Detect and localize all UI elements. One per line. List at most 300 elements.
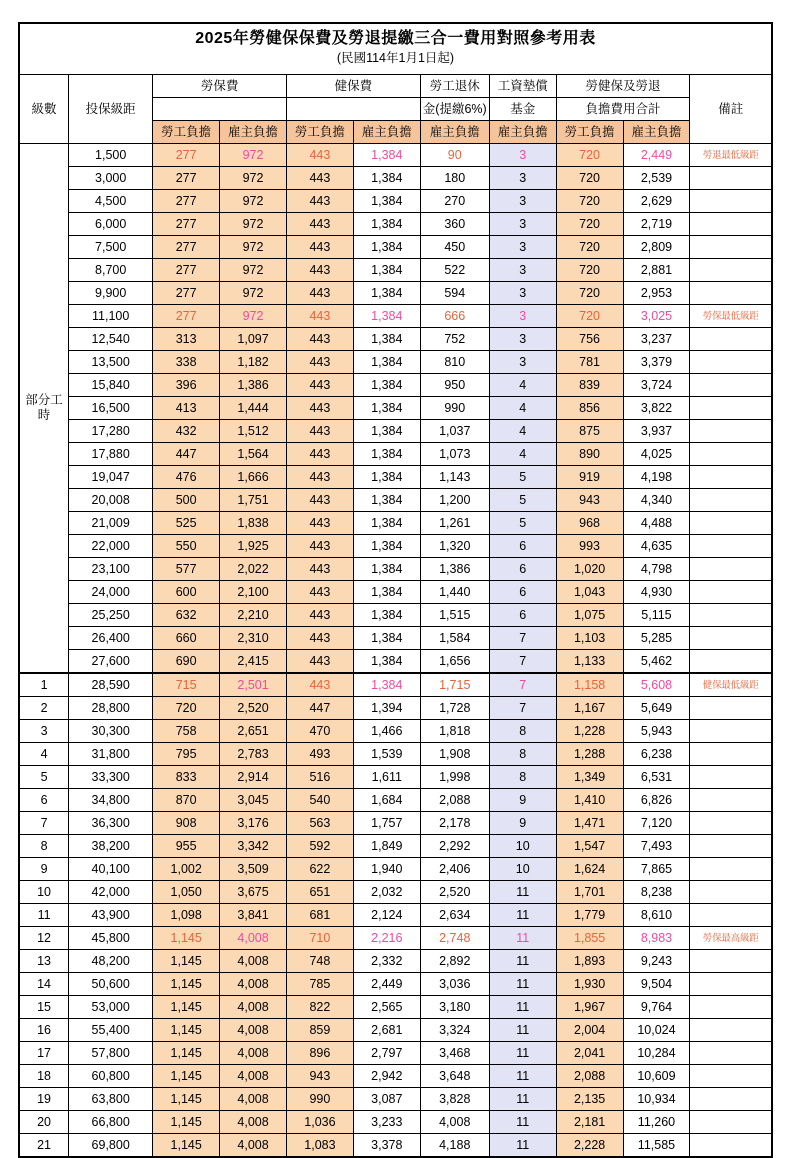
- cell-hi-employee: 785: [286, 972, 353, 995]
- table-row: [19, 442, 772, 465]
- cell-pension: 1,998: [420, 765, 489, 788]
- cell-waf: 3: [489, 143, 556, 166]
- cell-remark: [690, 396, 772, 419]
- cell-remark: [690, 811, 772, 834]
- cell-hi-employer: 1,384: [353, 166, 420, 189]
- cell-pension: 810: [420, 350, 489, 373]
- cell-waf: 7: [489, 673, 556, 697]
- cell-total-employee: 2,004: [556, 1018, 623, 1041]
- cell-hi-employee: 443: [286, 673, 353, 697]
- table-row: [19, 465, 772, 488]
- cell-total-employee: 2,181: [556, 1110, 623, 1133]
- table-row: [19, 419, 772, 442]
- cell-total-employer: 2,539: [623, 166, 690, 189]
- cell-hi-employee: 443: [286, 419, 353, 442]
- header-health-insurance: 健保費: [286, 74, 420, 97]
- cell-li-employer: 4,008: [220, 1110, 287, 1133]
- cell-li-employee: 632: [153, 603, 220, 626]
- header-wage-arrears-sub: 基金: [489, 97, 556, 120]
- document-title: 2025年勞健保保費及勞退提繳三合一費用對照參考用表: [195, 30, 596, 47]
- cell-hi-employee: 443: [286, 212, 353, 235]
- header-total: 勞健保及勞退: [556, 74, 690, 97]
- cell-li-employer: 972: [220, 189, 287, 212]
- cell-total-employer: 5,943: [623, 719, 690, 742]
- cell-hi-employee: 447: [286, 696, 353, 719]
- cell-total-employer: 3,025: [623, 304, 690, 327]
- cell-remark: [690, 1087, 772, 1110]
- cell-li-employer: 3,342: [220, 834, 287, 857]
- cell-wage-bracket: 57,800: [69, 1041, 153, 1064]
- cell-total-employer: 8,238: [623, 880, 690, 903]
- cell-li-employer: 2,914: [220, 765, 287, 788]
- cell-li-employer: 3,509: [220, 857, 287, 880]
- table-row: [19, 788, 772, 811]
- table-row: [19, 926, 772, 949]
- cell-hi-employer: 2,797: [353, 1041, 420, 1064]
- table-row: [19, 534, 772, 557]
- cell-remark: [690, 649, 772, 673]
- cell-hi-employee: 943: [286, 1064, 353, 1087]
- cell-li-employee: 476: [153, 465, 220, 488]
- cell-total-employee: 1,967: [556, 995, 623, 1018]
- cell-hi-employer: 1,611: [353, 765, 420, 788]
- cell-li-employer: 4,008: [220, 949, 287, 972]
- cell-li-employer: 972: [220, 143, 287, 166]
- cell-grade: 14: [19, 972, 69, 995]
- cell-hi-employer: 1,384: [353, 649, 420, 673]
- cell-remark: [690, 235, 772, 258]
- cell-remark: [690, 373, 772, 396]
- cell-hi-employee: 516: [286, 765, 353, 788]
- cell-total-employer: 4,340: [623, 488, 690, 511]
- cell-hi-employee: 443: [286, 281, 353, 304]
- cell-total-employer: 2,809: [623, 235, 690, 258]
- cell-pension: 1,200: [420, 488, 489, 511]
- cell-li-employee: 277: [153, 189, 220, 212]
- cell-li-employee: 660: [153, 626, 220, 649]
- cell-total-employee: 720: [556, 189, 623, 212]
- cell-total-employee: 720: [556, 166, 623, 189]
- cell-wage-bracket: 23,100: [69, 557, 153, 580]
- cell-total-employee: 968: [556, 511, 623, 534]
- cell-pension: 666: [420, 304, 489, 327]
- cell-hi-employer: 1,384: [353, 603, 420, 626]
- cell-li-employee: 955: [153, 834, 220, 857]
- cell-remark: [690, 949, 772, 972]
- cell-pension: 90: [420, 143, 489, 166]
- cell-hi-employee: 443: [286, 465, 353, 488]
- cell-li-employer: 972: [220, 166, 287, 189]
- header-wage-bracket: 投保級距: [69, 74, 153, 143]
- cell-li-employer: 1,386: [220, 373, 287, 396]
- cell-remark: [690, 143, 772, 166]
- table-row: [19, 373, 772, 396]
- cell-remark: [690, 1018, 772, 1041]
- cell-pension: 950: [420, 373, 489, 396]
- cell-pension: 1,584: [420, 626, 489, 649]
- cell-li-employee: 1,098: [153, 903, 220, 926]
- header-hi-employee: 勞工負擔: [286, 120, 353, 143]
- cell-li-employer: 1,182: [220, 350, 287, 373]
- cell-total-employer: 6,238: [623, 742, 690, 765]
- cell-pension: 1,037: [420, 419, 489, 442]
- cell-pension: 3,036: [420, 972, 489, 995]
- header-pension-employer: 雇主負擔: [420, 120, 489, 143]
- cell-remark: [690, 788, 772, 811]
- cell-hi-employer: 1,384: [353, 626, 420, 649]
- cell-hi-employer: 1,384: [353, 673, 420, 697]
- table-row: [19, 1133, 772, 1157]
- cell-hi-employee: 990: [286, 1087, 353, 1110]
- cell-hi-employer: 3,087: [353, 1087, 420, 1110]
- table-row: [19, 1041, 772, 1064]
- cell-pension: 2,892: [420, 949, 489, 972]
- cell-hi-employee: 651: [286, 880, 353, 903]
- cell-li-employee: 1,145: [153, 972, 220, 995]
- cell-hi-employer: 1,384: [353, 143, 420, 166]
- cell-hi-employer: 1,384: [353, 350, 420, 373]
- cell-total-employer: 10,609: [623, 1064, 690, 1087]
- cell-waf: 5: [489, 488, 556, 511]
- cell-li-employer: 4,008: [220, 995, 287, 1018]
- cell-hi-employer: 3,378: [353, 1133, 420, 1157]
- cell-total-employee: 2,041: [556, 1041, 623, 1064]
- cell-hi-employer: 1,384: [353, 304, 420, 327]
- cell-pension: 2,178: [420, 811, 489, 834]
- cell-li-employer: 4,008: [220, 1133, 287, 1157]
- table-row: [19, 396, 772, 419]
- cell-remark: [690, 258, 772, 281]
- cell-waf: 5: [489, 511, 556, 534]
- cell-grade: 15: [19, 995, 69, 1018]
- cell-total-employee: 1,930: [556, 972, 623, 995]
- cell-remark: [690, 166, 772, 189]
- cell-li-employer: 972: [220, 304, 287, 327]
- cell-total-employee: 1,020: [556, 557, 623, 580]
- cell-total-employee: 1,158: [556, 673, 623, 697]
- cell-pension: 2,748: [420, 926, 489, 949]
- table-row: [19, 880, 772, 903]
- cell-wage-bracket: 63,800: [69, 1087, 153, 1110]
- cell-total-employer: 5,115: [623, 603, 690, 626]
- cell-hi-employer: 2,216: [353, 926, 420, 949]
- cell-hi-employee: 896: [286, 1041, 353, 1064]
- cell-waf: 11: [489, 1064, 556, 1087]
- cell-total-employer: 8,983: [623, 926, 690, 949]
- cell-hi-employee: 443: [286, 166, 353, 189]
- cell-remark: [690, 534, 772, 557]
- cell-grade: 5: [19, 765, 69, 788]
- cell-wage-bracket: 27,600: [69, 649, 153, 673]
- table-row: [19, 143, 772, 166]
- cell-wage-bracket: 33,300: [69, 765, 153, 788]
- cell-total-employee: 856: [556, 396, 623, 419]
- cell-grade: 1: [19, 673, 69, 697]
- table-row: [19, 281, 772, 304]
- cell-total-employee: 1,471: [556, 811, 623, 834]
- cell-wage-bracket: 25,250: [69, 603, 153, 626]
- cell-waf: 5: [489, 465, 556, 488]
- cell-waf: 4: [489, 442, 556, 465]
- table-row: [19, 557, 772, 580]
- cell-waf: 3: [489, 212, 556, 235]
- cell-waf: 11: [489, 1018, 556, 1041]
- cell-hi-employer: 2,942: [353, 1064, 420, 1087]
- cell-pension: 180: [420, 166, 489, 189]
- cell-li-employer: 1,666: [220, 465, 287, 488]
- cell-wage-bracket: 13,500: [69, 350, 153, 373]
- cell-li-employer: 972: [220, 281, 287, 304]
- cell-remark: [690, 765, 772, 788]
- cell-hi-employer: 1,849: [353, 834, 420, 857]
- header-labor-insurance: 勞保費: [153, 74, 287, 97]
- cell-li-employer: 972: [220, 258, 287, 281]
- cell-hi-employer: 1,384: [353, 396, 420, 419]
- cell-li-employee: 525: [153, 511, 220, 534]
- cell-li-employer: 3,045: [220, 788, 287, 811]
- cell-li-employer: 2,501: [220, 673, 287, 697]
- cell-total-employee: 1,349: [556, 765, 623, 788]
- cell-waf: 9: [489, 788, 556, 811]
- cell-total-employer: 3,237: [623, 327, 690, 350]
- cell-li-employee: 277: [153, 212, 220, 235]
- cell-remark: [690, 1064, 772, 1087]
- cell-hi-employer: 1,384: [353, 557, 420, 580]
- cell-li-employer: 1,512: [220, 419, 287, 442]
- row-group-label-part-time: 部分工時: [19, 143, 69, 673]
- cell-total-employer: 2,881: [623, 258, 690, 281]
- cell-hi-employer: 2,565: [353, 995, 420, 1018]
- header-total-sub: 負擔費用合計: [556, 97, 690, 120]
- cell-total-employer: 2,719: [623, 212, 690, 235]
- cell-grade: 21: [19, 1133, 69, 1157]
- cell-hi-employer: 1,384: [353, 465, 420, 488]
- cell-grade: 6: [19, 788, 69, 811]
- cell-li-employer: 3,675: [220, 880, 287, 903]
- cell-total-employee: 890: [556, 442, 623, 465]
- cell-hi-employee: 443: [286, 488, 353, 511]
- cell-wage-bracket: 34,800: [69, 788, 153, 811]
- cell-remark: [690, 304, 772, 327]
- table-row: [19, 857, 772, 880]
- cell-grade: 3: [19, 719, 69, 742]
- cell-wage-bracket: 53,000: [69, 995, 153, 1018]
- cell-pension: 3,648: [420, 1064, 489, 1087]
- cell-wage-bracket: 69,800: [69, 1133, 153, 1157]
- cell-li-employer: 1,925: [220, 534, 287, 557]
- cell-li-employee: 413: [153, 396, 220, 419]
- cell-pension: 2,292: [420, 834, 489, 857]
- cell-li-employee: 908: [153, 811, 220, 834]
- header-health-insurance-spacer: [286, 97, 420, 120]
- cell-remark: [690, 350, 772, 373]
- cell-li-employee: 447: [153, 442, 220, 465]
- cell-waf: 7: [489, 649, 556, 673]
- cell-total-employee: 1,103: [556, 626, 623, 649]
- table-row: [19, 350, 772, 373]
- cell-li-employer: 2,520: [220, 696, 287, 719]
- cell-li-employee: 1,145: [153, 1064, 220, 1087]
- cell-grade: 19: [19, 1087, 69, 1110]
- cell-li-employee: 277: [153, 166, 220, 189]
- cell-li-employee: 1,145: [153, 1133, 220, 1157]
- cell-total-employer: 3,937: [623, 419, 690, 442]
- cell-li-employee: 715: [153, 673, 220, 697]
- cell-total-employer: 2,953: [623, 281, 690, 304]
- cell-li-employer: 1,751: [220, 488, 287, 511]
- header-remark: 備註: [690, 74, 772, 143]
- cell-hi-employee: 443: [286, 511, 353, 534]
- cell-remark: [690, 903, 772, 926]
- cell-remark: [690, 995, 772, 1018]
- cell-wage-bracket: 6,000: [69, 212, 153, 235]
- cell-waf: 8: [489, 719, 556, 742]
- cell-li-employee: 870: [153, 788, 220, 811]
- cell-waf: 3: [489, 327, 556, 350]
- table-row: [19, 972, 772, 995]
- cell-wage-bracket: 40,100: [69, 857, 153, 880]
- cell-grade: 17: [19, 1041, 69, 1064]
- cell-hi-employer: 1,539: [353, 742, 420, 765]
- cell-total-employer: 7,493: [623, 834, 690, 857]
- cell-total-employer: 4,635: [623, 534, 690, 557]
- table-row: [19, 511, 772, 534]
- cell-total-employee: 1,043: [556, 580, 623, 603]
- cell-waf: 3: [489, 350, 556, 373]
- cell-wage-bracket: 30,300: [69, 719, 153, 742]
- cell-waf: 10: [489, 857, 556, 880]
- cell-remark: [690, 281, 772, 304]
- cell-total-employee: 919: [556, 465, 623, 488]
- cell-li-employer: 2,783: [220, 742, 287, 765]
- table-row: [19, 603, 772, 626]
- cell-hi-employer: 1,394: [353, 696, 420, 719]
- remark-text: 勞保最低級距: [702, 311, 759, 323]
- cell-grade: 12: [19, 926, 69, 949]
- table-row: [19, 304, 772, 327]
- cell-li-employer: 2,022: [220, 557, 287, 580]
- cell-pension: 1,515: [420, 603, 489, 626]
- cell-pension: 1,728: [420, 696, 489, 719]
- cell-hi-employer: 1,384: [353, 235, 420, 258]
- cell-li-employee: 690: [153, 649, 220, 673]
- cell-wage-bracket: 15,840: [69, 373, 153, 396]
- header-hi-employer: 雇主負擔: [353, 120, 420, 143]
- table-row: [19, 719, 772, 742]
- cell-remark: [690, 972, 772, 995]
- cell-waf: 3: [489, 235, 556, 258]
- cell-total-employee: 2,088: [556, 1064, 623, 1087]
- cell-pension: 1,386: [420, 557, 489, 580]
- cell-grade: 7: [19, 811, 69, 834]
- cell-hi-employee: 443: [286, 235, 353, 258]
- cell-hi-employee: 443: [286, 649, 353, 673]
- cell-remark: [690, 834, 772, 857]
- cell-li-employee: 1,145: [153, 926, 220, 949]
- cell-total-employee: 1,624: [556, 857, 623, 880]
- cell-wage-bracket: 42,000: [69, 880, 153, 903]
- cell-waf: 11: [489, 995, 556, 1018]
- cell-hi-employer: 1,384: [353, 488, 420, 511]
- header-row-1: [19, 74, 772, 97]
- cell-li-employee: 550: [153, 534, 220, 557]
- cell-waf: 6: [489, 534, 556, 557]
- table-row: [19, 1087, 772, 1110]
- cell-pension: 270: [420, 189, 489, 212]
- cell-pension: 1,715: [420, 673, 489, 697]
- cell-li-employee: 1,145: [153, 1110, 220, 1133]
- cell-hi-employer: 2,449: [353, 972, 420, 995]
- cell-waf: 4: [489, 419, 556, 442]
- cell-hi-employer: 1,384: [353, 580, 420, 603]
- header-waf-employer: 雇主負擔: [489, 120, 556, 143]
- cell-total-employer: 6,826: [623, 788, 690, 811]
- cell-total-employee: 720: [556, 212, 623, 235]
- cell-hi-employer: 1,757: [353, 811, 420, 834]
- cell-waf: 8: [489, 765, 556, 788]
- cell-total-employer: 9,504: [623, 972, 690, 995]
- header-li-employer: 雇主負擔: [220, 120, 287, 143]
- cell-hi-employee: 443: [286, 304, 353, 327]
- cell-pension: 1,143: [420, 465, 489, 488]
- cell-hi-employer: 1,384: [353, 442, 420, 465]
- cell-hi-employee: 443: [286, 143, 353, 166]
- cell-waf: 11: [489, 1133, 556, 1157]
- cell-remark: [690, 580, 772, 603]
- cell-li-employer: 2,210: [220, 603, 287, 626]
- cell-pension: 1,320: [420, 534, 489, 557]
- cell-pension: 990: [420, 396, 489, 419]
- cell-remark: [690, 926, 772, 949]
- cell-li-employee: 795: [153, 742, 220, 765]
- cell-wage-bracket: 17,880: [69, 442, 153, 465]
- cell-remark: [690, 603, 772, 626]
- cell-li-employee: 277: [153, 304, 220, 327]
- cell-remark: [690, 1110, 772, 1133]
- cell-total-employer: 3,724: [623, 373, 690, 396]
- cell-total-employer: 2,629: [623, 189, 690, 212]
- cell-waf: 7: [489, 696, 556, 719]
- table-row: [19, 235, 772, 258]
- document-subtitle: (民國114年1月1日起): [336, 51, 455, 66]
- cell-hi-employee: 563: [286, 811, 353, 834]
- cell-pension: 2,634: [420, 903, 489, 926]
- cell-pension: 4,188: [420, 1133, 489, 1157]
- cell-total-employee: 1,288: [556, 742, 623, 765]
- cell-total-employer: 8,610: [623, 903, 690, 926]
- cell-total-employer: 2,449: [623, 143, 690, 166]
- cell-li-employee: 833: [153, 765, 220, 788]
- cell-remark: [690, 212, 772, 235]
- cell-waf: 9: [489, 811, 556, 834]
- table-row: [19, 327, 772, 350]
- cell-wage-bracket: 43,900: [69, 903, 153, 926]
- cell-pension: 3,468: [420, 1041, 489, 1064]
- cell-li-employee: 1,145: [153, 995, 220, 1018]
- table-row: [19, 580, 772, 603]
- cell-remark: [690, 880, 772, 903]
- cell-total-employee: 2,228: [556, 1133, 623, 1157]
- cell-pension: 3,180: [420, 995, 489, 1018]
- cell-total-employee: 1,075: [556, 603, 623, 626]
- cell-grade: 10: [19, 880, 69, 903]
- table-row: [19, 189, 772, 212]
- cell-li-employee: 277: [153, 235, 220, 258]
- table-row: [19, 834, 772, 857]
- cell-li-employer: 4,008: [220, 926, 287, 949]
- table-row: [19, 765, 772, 788]
- cell-remark: [690, 419, 772, 442]
